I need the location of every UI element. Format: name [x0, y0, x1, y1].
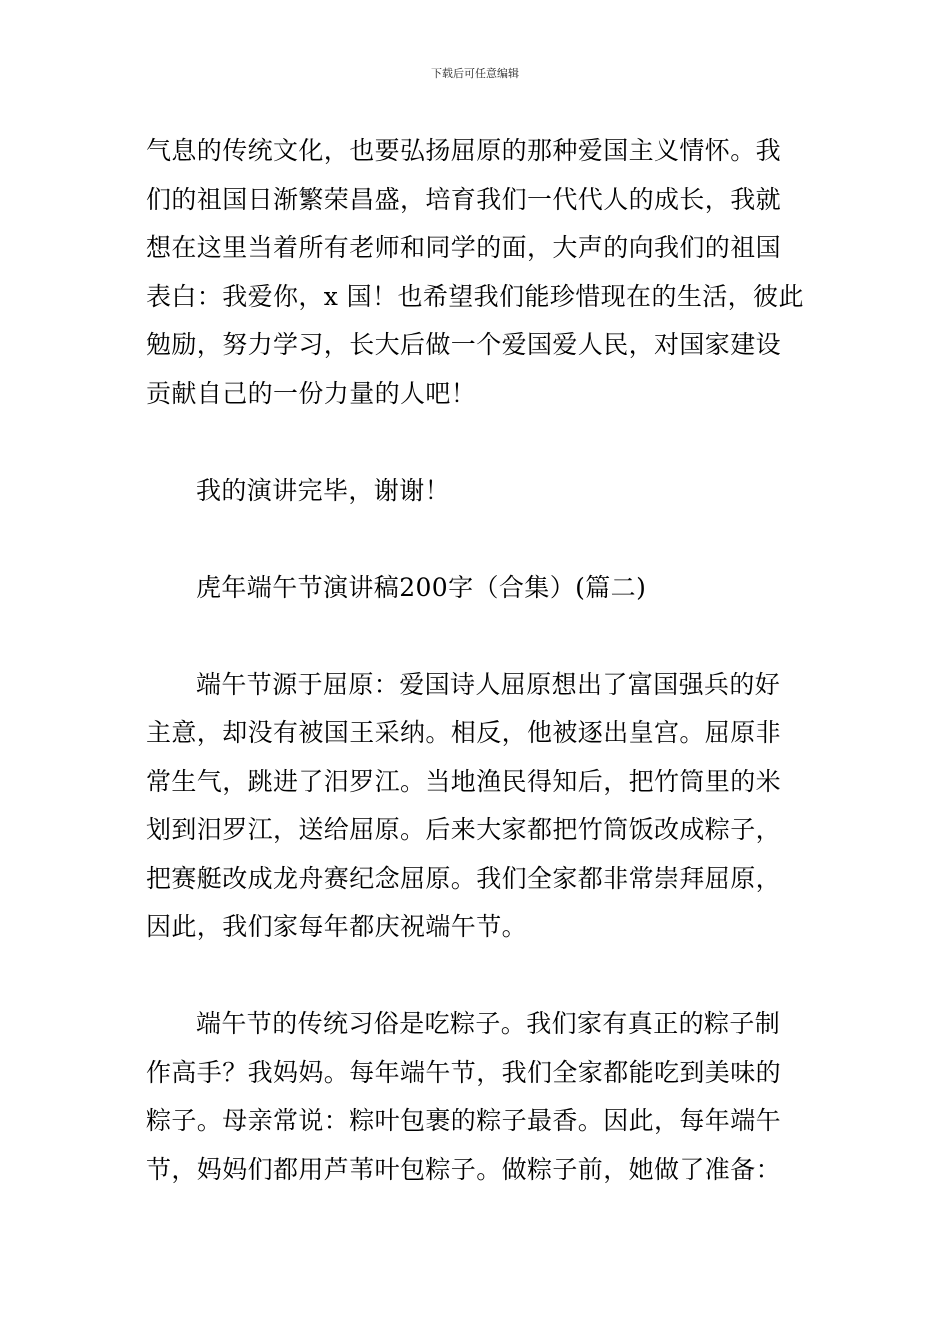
text-line: 贡献自己的一份力量的人吧！: [146, 378, 477, 408]
text-line: 端午节源于屈原：爱国诗人屈原想出了富国强兵的好: [196, 669, 781, 699]
header-note: 下载后可任意编辑: [431, 67, 519, 80]
text-line: 作高手？我妈妈。每年端午节，我们全家都能吃到美味的: [146, 1057, 782, 1087]
paragraph-3: [146, 1000, 812, 1194]
paragraph-gap: [146, 952, 812, 1001]
text-line: 想在这里当着所有老师和同学的面，大声的向我们的祖国: [146, 233, 782, 262]
text-line: 主意，却没有被国王采纳。相反，他被逐出皇宫。屈原非: [146, 718, 782, 747]
closing-line: 我的演讲完毕，谢谢！: [196, 475, 451, 505]
section-title: 虎年端午节演讲稿200字（合集）(篇二): [196, 572, 647, 602]
text-line: 粽子。母亲常说：粽叶包裹的粽子最香。因此，每年端午: [146, 1106, 782, 1135]
paragraph-gap: [146, 515, 812, 564]
text-line: 勉励，努力学习，长大后做一个爱国爱人民，对国家建设: [146, 330, 782, 359]
text-line: 常生气，跳进了汨罗江。当地渔民得知后，把竹筒里的米: [146, 766, 782, 796]
text-line: 气息的传统文化，也要弘扬屈原的那种爱国主义情怀。我: [146, 136, 782, 165]
paragraph-gap: [146, 612, 812, 661]
paragraph-1: [146, 127, 812, 418]
text-line: 因此，我们家每年都庆祝端午节。: [146, 912, 528, 941]
text-line: 们的祖国日渐繁荣昌盛，培育我们一代代人的成长，我就: [146, 184, 782, 214]
text-line: 表白：我爱你，x 国！也希望我们能珍惜现在的生活，彼此: [146, 281, 804, 311]
text-line: 划到汨罗江，送给屈原。后来大家都把竹筒饭改成粽子，: [146, 815, 782, 844]
text-line: 节，妈妈们都用芦苇叶包粽子。做粽子前，她做了准备：: [146, 1154, 782, 1184]
document-body: [146, 127, 812, 1194]
paragraph-gap: [146, 418, 812, 467]
text-line: 端午节的传统习俗是吃粽子。我们家有真正的粽子制: [196, 1009, 781, 1038]
paragraph-2: [146, 661, 812, 952]
text-line: 把赛艇改成龙舟赛纪念屈原。我们全家都非常崇拜屈原，: [146, 863, 782, 893]
